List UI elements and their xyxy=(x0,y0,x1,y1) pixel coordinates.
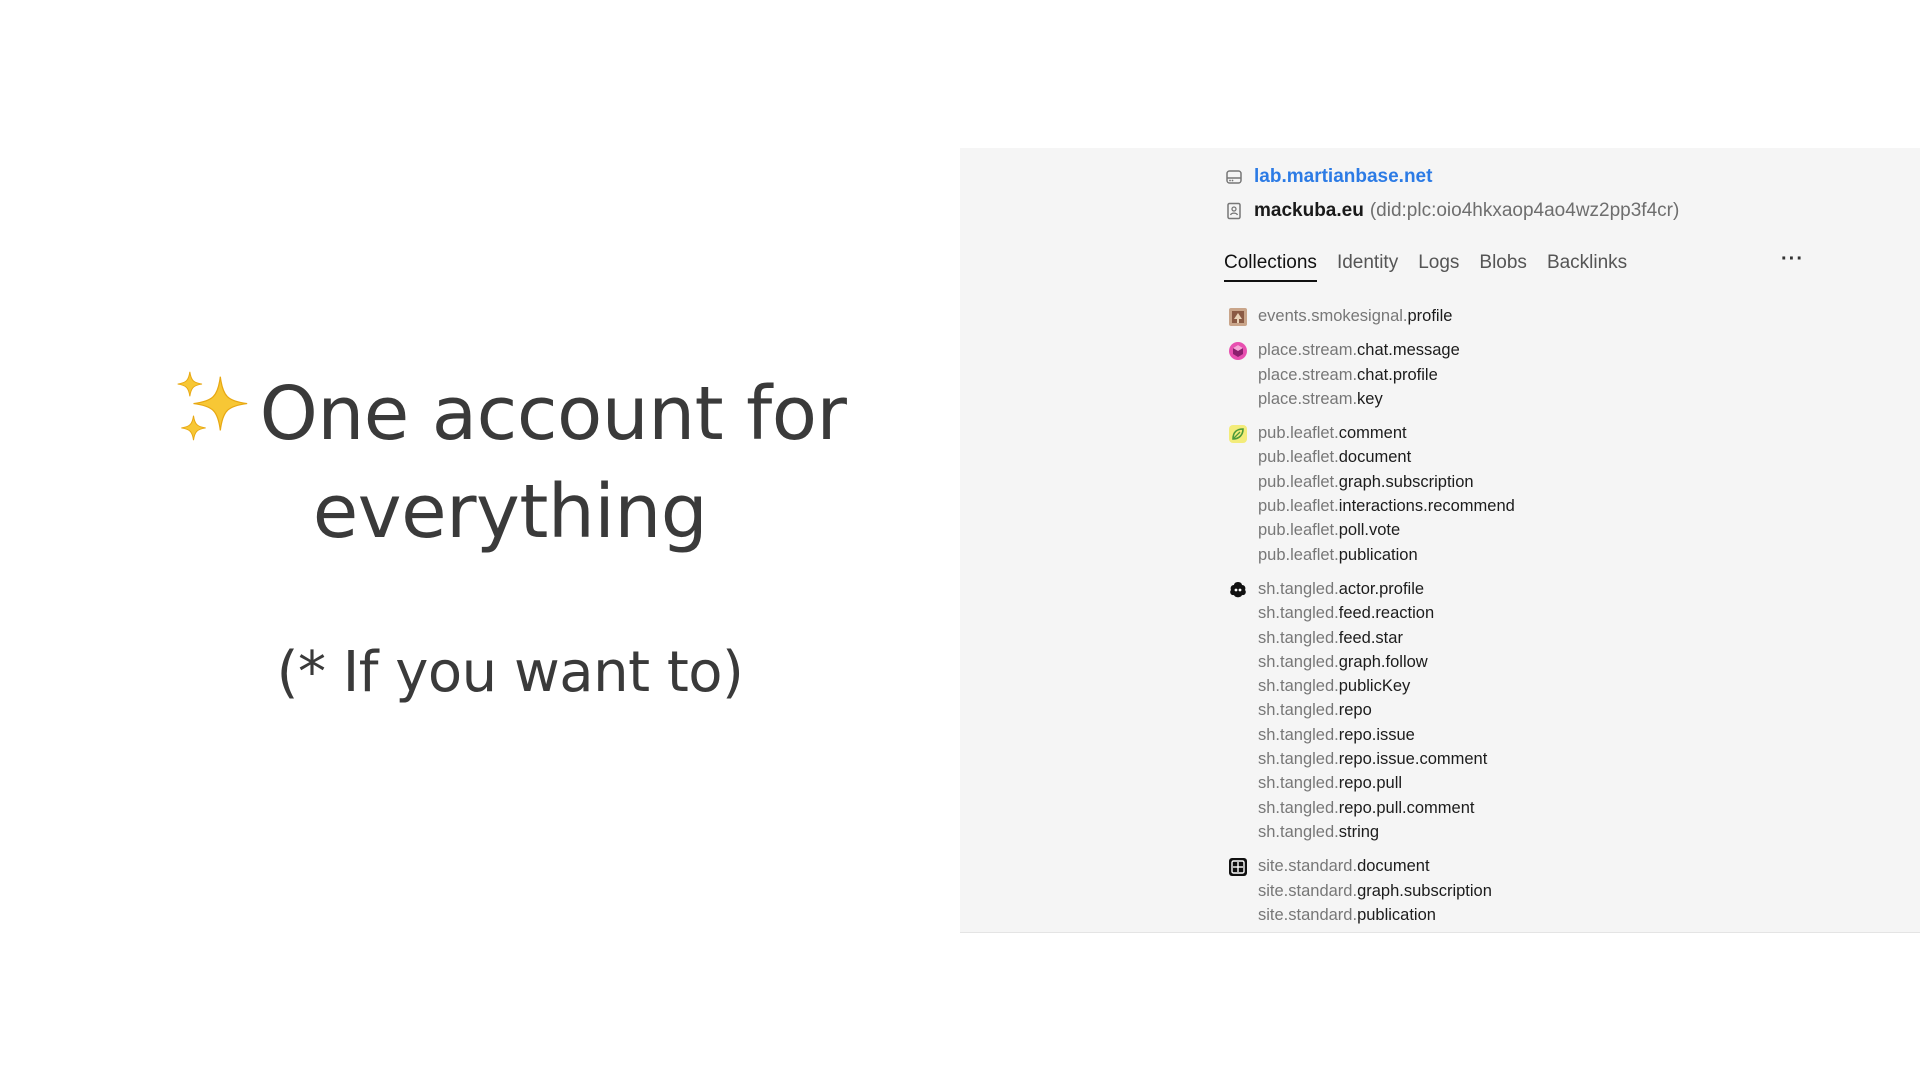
collection-namespace: site.standard. xyxy=(1258,857,1358,876)
collection-item[interactable] xyxy=(1258,698,1804,722)
collection-name: interactions.recommend xyxy=(1338,497,1515,516)
collection-namespace: pub.leaflet. xyxy=(1258,448,1339,467)
id-card-icon xyxy=(1224,201,1244,221)
collection-item[interactable] xyxy=(1258,723,1804,747)
repo-browser-panel xyxy=(960,148,1920,933)
collection-group xyxy=(1224,854,1804,927)
collection-item[interactable] xyxy=(1258,518,1804,542)
collection-namespace: pub.leaflet. xyxy=(1258,472,1339,491)
more-options-icon[interactable]: ··· xyxy=(1781,248,1804,270)
collection-item[interactable] xyxy=(1258,543,1804,567)
collection-name: key xyxy=(1357,389,1383,408)
collection-item[interactable] xyxy=(1258,577,1804,601)
collection-namespace: sh.tangled. xyxy=(1258,701,1339,720)
collection-name: repo.pull xyxy=(1338,774,1403,793)
collection-group xyxy=(1224,338,1804,411)
collection-namespace: sh.tangled. xyxy=(1258,677,1339,696)
collection-name: graph.follow xyxy=(1338,652,1428,671)
collection-name: publication xyxy=(1338,545,1418,564)
collection-namespace: sh.tangled. xyxy=(1258,774,1339,793)
collection-name: graph.subscription xyxy=(1338,472,1474,491)
collection-group xyxy=(1224,421,1804,567)
collection-item[interactable] xyxy=(1258,494,1804,518)
collection-namespace: sh.tangled. xyxy=(1258,652,1339,671)
standard-site-icon xyxy=(1228,857,1248,877)
collection-item[interactable] xyxy=(1258,771,1804,795)
collection-name: feed.star xyxy=(1338,628,1403,647)
pds-host-link[interactable]: lab.martianbase.net xyxy=(1254,166,1433,187)
collection-namespace: site.standard. xyxy=(1258,881,1358,900)
smokesignal-icon xyxy=(1228,307,1248,327)
leaflet-icon xyxy=(1228,424,1248,444)
tangled-icon xyxy=(1228,580,1248,600)
collection-namespace: events.smokesignal. xyxy=(1258,307,1408,325)
collection-name: publication xyxy=(1357,905,1436,924)
collection-name: actor.profile xyxy=(1338,579,1425,598)
slide-headline xyxy=(160,365,860,561)
sparkles-icon xyxy=(174,367,252,445)
tab-bar xyxy=(1224,242,1804,282)
collection-name: graph.subscription xyxy=(1357,881,1492,900)
tab-logs[interactable]: Logs xyxy=(1418,252,1460,273)
collection-namespace: sh.tangled. xyxy=(1258,628,1339,647)
collection-name: repo xyxy=(1338,701,1372,720)
collection-item[interactable] xyxy=(1258,674,1804,698)
collection-item[interactable] xyxy=(1258,820,1804,844)
collection-namespace: place.stream. xyxy=(1258,341,1358,360)
collections-list xyxy=(1224,304,1804,927)
collection-name: poll.vote xyxy=(1338,521,1401,540)
streamplace-icon xyxy=(1228,341,1248,361)
collection-item[interactable] xyxy=(1258,421,1804,445)
collection-namespace: sh.tangled. xyxy=(1258,579,1339,598)
server-icon xyxy=(1224,167,1244,187)
collection-group xyxy=(1224,304,1804,328)
collection-item[interactable] xyxy=(1258,601,1804,625)
collection-group xyxy=(1224,577,1804,844)
collection-namespace: sh.tangled. xyxy=(1258,798,1339,817)
tab-collections[interactable]: Collections xyxy=(1224,252,1317,282)
collection-item[interactable] xyxy=(1258,796,1804,820)
repo-browser-content xyxy=(1224,160,1804,937)
collection-item[interactable] xyxy=(1258,338,1804,362)
collection-item[interactable] xyxy=(1258,879,1804,903)
collection-name: profile xyxy=(1407,307,1453,325)
collection-namespace: place.stream. xyxy=(1258,389,1358,408)
collection-item[interactable] xyxy=(1258,854,1804,878)
collection-namespace: site.standard. xyxy=(1258,905,1358,924)
collection-name: feed.reaction xyxy=(1338,604,1435,623)
collection-item[interactable] xyxy=(1258,650,1804,674)
collection-namespace: pub.leaflet. xyxy=(1258,521,1339,540)
collection-namespace: place.stream. xyxy=(1258,365,1358,384)
collection-namespace: sh.tangled. xyxy=(1258,725,1339,744)
collection-item[interactable] xyxy=(1258,387,1804,411)
tab-backlinks[interactable]: Backlinks xyxy=(1546,252,1628,273)
collection-name: publicKey xyxy=(1338,677,1411,696)
collection-name: document xyxy=(1338,448,1412,467)
collection-name: repo.issue.comment xyxy=(1338,750,1488,769)
collection-name: string xyxy=(1338,822,1380,841)
slide-subline: (* If you want to) xyxy=(276,640,744,705)
slide-text xyxy=(160,365,860,705)
collection-item[interactable] xyxy=(1258,304,1804,328)
tab-blobs[interactable]: Blobs xyxy=(1479,252,1527,273)
collection-name: document xyxy=(1357,857,1430,876)
identity-row xyxy=(1224,194,1804,228)
collection-namespace: pub.leaflet. xyxy=(1258,545,1339,564)
collection-name: comment xyxy=(1338,424,1407,443)
collection-namespace: sh.tangled. xyxy=(1258,822,1339,841)
collection-name: chat.profile xyxy=(1357,365,1438,384)
collection-namespace: pub.leaflet. xyxy=(1258,424,1339,443)
tab-identity[interactable]: Identity xyxy=(1336,252,1399,273)
collection-item[interactable] xyxy=(1258,626,1804,650)
collection-item[interactable] xyxy=(1258,747,1804,771)
headline-line-1: One account for xyxy=(259,371,847,457)
headline-line-2: everything xyxy=(312,469,708,555)
collection-namespace: sh.tangled. xyxy=(1258,604,1339,623)
account-did: (did:plc:oio4hkxaop4ao4wz2pp3f4cr) xyxy=(1369,200,1680,221)
collection-item[interactable] xyxy=(1258,903,1804,927)
collection-item[interactable] xyxy=(1258,470,1804,494)
collection-item[interactable] xyxy=(1258,363,1804,387)
pds-row xyxy=(1224,160,1804,194)
collection-name: chat.message xyxy=(1357,341,1460,360)
collection-namespace: sh.tangled. xyxy=(1258,750,1339,769)
collection-item[interactable] xyxy=(1258,445,1804,469)
collection-namespace: pub.leaflet. xyxy=(1258,497,1339,516)
collection-name: repo.issue xyxy=(1338,725,1415,744)
collection-name: repo.pull.comment xyxy=(1338,798,1475,817)
account-handle[interactable]: mackuba.eu xyxy=(1254,200,1364,221)
